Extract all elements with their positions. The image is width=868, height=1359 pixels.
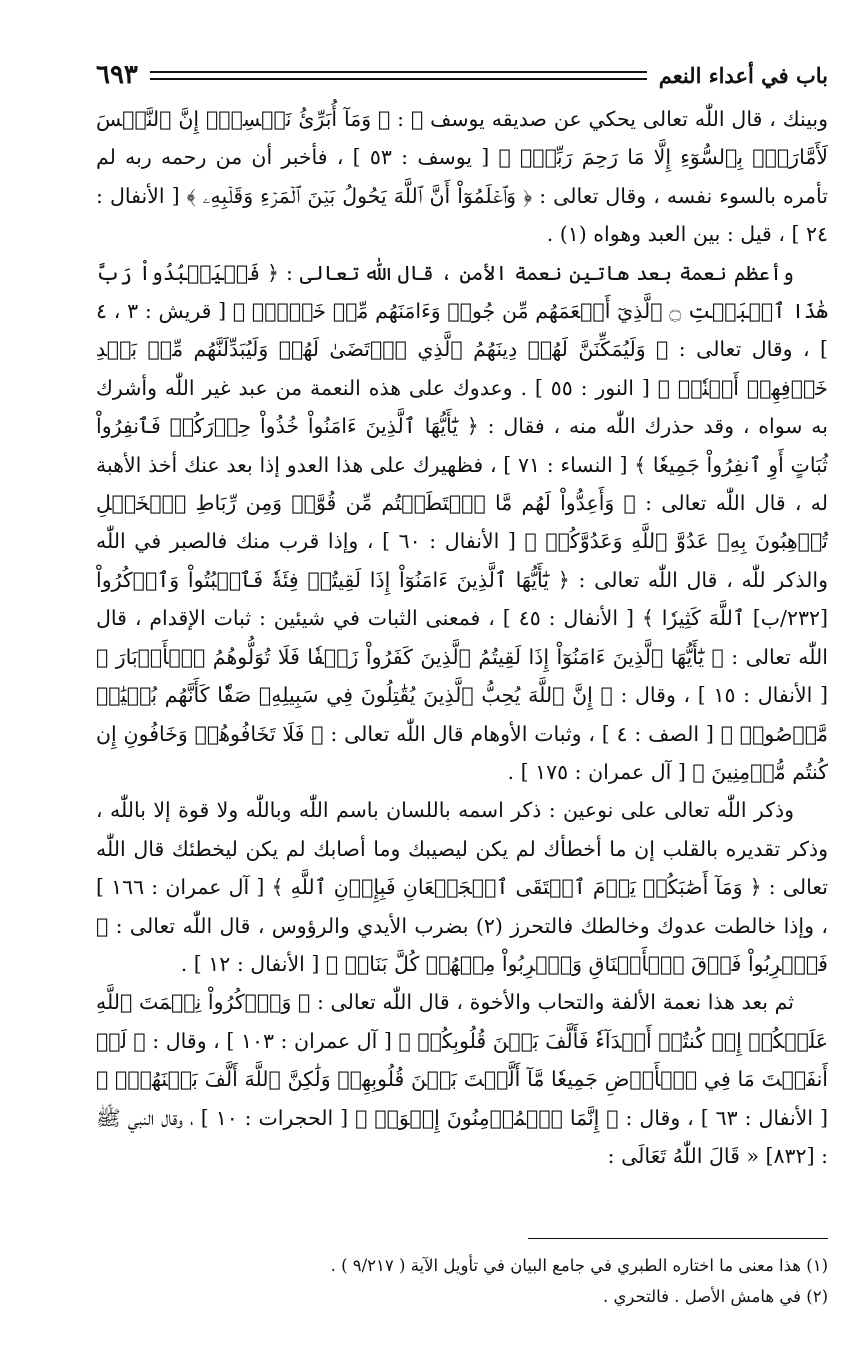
footnotes	[96, 1250, 828, 1312]
header-rule	[150, 71, 647, 80]
footnote: (٢) في هامش الأصل . فالتحري .	[602, 1287, 828, 1306]
paragraph: وأعظم نعمة بعد هاتين نعمة الأمن ، قال اللّٰه تعالى : ﴿ فَلۡيَعۡبُدُواْ رَبَّ هَٰذَا ٱلۡبَيۡتِ ۝ ٱلَّذِيٓ أَطۡعَمَهُم مِّن جُوعٖ وَءَامَنَهُم مِّنۡ خَوۡفِۭ ﴾ [ قريش : ٣ ، ٤ ] ، وقال تعالى : ﴿ وَلَيُمَكِّنَنَّ لَهُمۡ دِينَهُمُ ٱلَّذِي ٱرۡتَضَىٰ لَهُمۡ وَلَيُبَدِّلَنَّهُم مِّنۢ بَعۡدِ خَوۡفِهِمۡ أَمۡنٗاۚ ﴾ [ النور : ٥٥ ] . وعدوك على هذه النعمة من عبد غير اللّٰه وأشرك به سواه ، وقد حذرك اللّٰه منه ، فقال : ﴿ يَٰٓأَيُّهَا ٱلَّذِينَ ءَامَنُواْ خُذُواْ حِذۡرَكُمۡ فَٱنفِرُواْ ثُبَاتٍ أَوِ ٱنفِرُواْ جَمِيعٗا ﴾ [ النساء : ٧١ ] ، فظهيرك على هذا العدو إذا بعد عنك أخذ الأهبة له ، قال اللّٰه تعالى : ﴿ وَأَعِدُّواْ لَهُم مَّا ٱسۡتَطَعۡتُم مِّن قُوَّةٖ وَمِن رِّبَاطِ ٱلۡخَيۡلِ تُرۡهِبُونَ بِهِۦ عَدُوَّ ٱللَّهِ وَعَدُوَّكُمۡ ﴾ [ الأنفال : ٦٠ ] ، وإذا قرب منك فالصبر في اللّٰه والذكر للّٰه ، قال اللّٰه تعالى : ﴿ يَٰٓأَيُّهَا ٱلَّذِينَ ءَامَنُوٓاْ إِذَا لَقِيتُمۡ فِئَةٗ فَٱثۡبُتُواْ وَٱذۡكُرُواْ [٢٣٢/ب] ٱللَّهَ كَثِيرٗا ﴾ [ الأنفال : ٤٥ ] ، فمعنى الثبات في شيئين : ثبات الإقدام ، قال اللّٰه تعالى : ﴿ يَٰٓأَيُّهَا ٱلَّذِينَ ءَامَنُوٓاْ إِذَا لَقِيتُمُ ٱلَّذِينَ كَفَرُواْ زَحۡفٗا فَلَا تُوَلُّوهُمُ ٱلۡأَدۡبَارَ ﴾ [ الأنفال : ١٥ ] ، وقال : ﴿ إِنَّ ٱللَّهَ يُحِبُّ ٱلَّذِينَ يُقَٰتِلُونَ فِي سَبِيلِهِۦ صَفّٗا كَأَنَّهُم بُنۡيَٰنٞ مَّرۡصُوصٞ ﴾ [ الصف : ٤ ] ، وثبات الأوهام قال اللّٰه تعالى : ﴿ فَلَا تَخَافُوهُمۡ وَخَافُونِ إِن كُنتُم مُّؤۡمِنِينَ ﴾ [ آل عمران : ١٧٥ ] .	[96, 260, 828, 784]
page-header	[96, 58, 828, 92]
main-text	[96, 100, 828, 1175]
footnote-separator	[528, 1238, 828, 1239]
paragraph: وبينك ، قال اللّٰه تعالى يحكي عن صديقه يوسف ﷺ : ﴿ وَمَآ أُبَرِّئُ نَفۡسِيٓۚ إِنَّ ٱلنَّفۡسَ لَأَمَّارَةُۢ بِٱلسُّوٓءِ إِلَّا مَا رَحِمَ رَبِّيٓۚ ﴾ [ يوسف : ٥٣ ] ، فأخبر أن من رحمه ربه لم تأمره بالسوء نفسه ، وقال تعالى : ﴿ وَٱعۡلَمُوٓاْ أَنَّ ٱللَّهَ يَحُولُ بَيۡنَ ٱلۡمَرۡءِ وَقَلۡبِهِۦ ﴾ [ الأنفال : ٢٤ ] ، قيل : بين العبد وهواه (١) .	[96, 107, 828, 247]
running-title: باب في أعداء النعم	[658, 62, 828, 88]
page-number: ٦٩٣	[96, 60, 138, 90]
paragraph: وذكر اللّٰه تعالى على نوعين : ذكر اسمه باللسان باسم اللّٰه وباللّٰه ولا قوة إلا باللّٰه ، وذكر تقديره بالقلب إن ما أخطأك لم يكن ليصيبك وما أصابك لم يكن ليخطئك قال اللّٰه تعالى : ﴿ وَمَآ أَصَٰبَكُمۡ يَوۡمَ ٱلۡتَقَى ٱلۡجَمۡعَانِ فَبِإِذۡنِ ٱللَّهِ ﴾ [ آل عمران : ١٦٦ ] ، وإذا خالطت عدوك وخالطك فالتحرز (٢) بضرب الأيدي والرؤوس ، قال اللّٰه تعالى : ﴿ فَٱضۡرِبُواْ فَوۡقَ ٱلۡأَعۡنَاقِ وَٱضۡرِبُواْ مِنۡهُمۡ كُلَّ بَنَانٖ ﴾ [ الأنفال : ١٢ ] .	[96, 798, 828, 976]
paragraph: ثم بعد هذا نعمة الألفة والتحاب والأخوة ، قال اللّٰه تعالى : ﴿ وَٱذۡكُرُواْ نِعۡمَتَ ٱللَّهِ عَلَيۡكُمۡ إِذۡ كُنتُمۡ أَعۡدَآءٗ فَأَلَّفَ بَيۡنَ قُلُوبِكُمۡ ﴾ [ آل عمران : ١٠٣ ] ، وقال : ﴿ لَوۡ أَنفَقۡتَ مَا فِي ٱلۡأَرۡضِ جَمِيعٗا مَّآ أَلَّفۡتَ بَيۡنَ قُلُوبِهِمۡ وَلَٰكِنَّ ٱللَّهَ أَلَّفَ بَيۡنَهُمۡۚ ﴾ [ الأنفال : ٦٣ ] ، وقال : ﴿ إِنَّمَا ٱلۡمُؤۡمِنُونَ إِخۡوَةٞ ﴾ [ الحجرات : ١٠ ] ، وقال النبي ﷺ : [٨٣٢] « قَالَ اللّٰهُ تَعَالَى :	[96, 990, 829, 1168]
footnote: (١) هذا معنى ما اختاره الطبري في جامع البيان في تأويل الآية ( ٩/٢١٧ ) .	[330, 1256, 828, 1275]
